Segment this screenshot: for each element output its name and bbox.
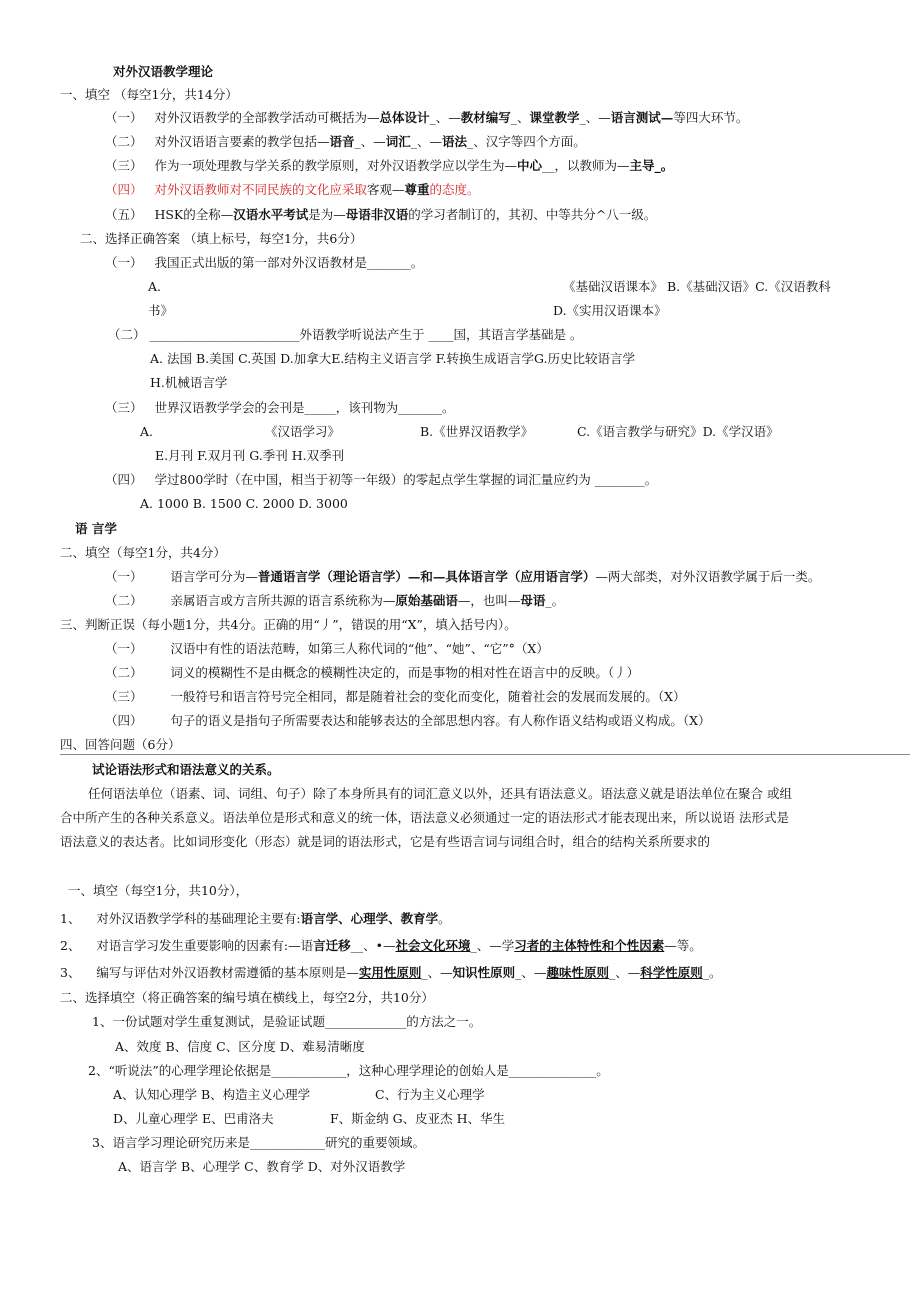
judge-item: （二） 词义的模糊性不是由概念的模糊性决定的，而是事物的相对性在语言中的反映。（丿） [105,665,640,680]
option-text: 《汉语学习》 [265,424,341,439]
question-line: （四） 学过800学时（在中国，相当于初等一年级）的零起点学生掌握的词汇量应约为 ________。 [105,472,658,487]
question-line: 3、 编写与评估对外汉语教材需遵循的基本原则是—实用性原则_、—知识性原则_、—趣味性原则_、—科学性原则_。 [60,965,722,980]
judge-heading: 三、判断正误（每小题1分，共4分。正确的用“丿”，错误的用“X”，填入括号内）。 [60,617,517,632]
question-line: 1、一份试题对学生重复测试，是验证试题_____________的方法之一。 [92,1014,482,1029]
choice-heading: 二、选择正确答案 （填上标号，每空1分，共6分） [80,231,363,246]
option-text: F、斯金纳 G、皮亚杰 H、华生 [330,1111,506,1126]
question-line: （一） 语言学可分为—普通语言学（理论语言学）—和—具体语言学（应用语言学）—两大部类，对外汉语教学属于后一类。 [105,569,821,584]
question-line: （一） 我国正式出版的第一部对外汉语教材是_______。 [105,255,424,270]
option-text: C.《语言教学与研究》D.《学汉语》 [577,424,779,439]
question-line: 3、语言学习理论研究历来是____________研究的重要领域。 [92,1135,425,1150]
essay-line: 合中所产生的各种关系意义。语法单位是形式和意义的统一体，语法意义必须通过一定的语法形式才能表现出来，所以说语 法形式是 [60,810,789,825]
section-title: 对外汉语教学理论 [113,64,214,79]
option-text: C、行为主义心理学 [375,1087,485,1102]
question-line: （三） 世界汉语教学学会的会刊是_____，该刊物为_______。 [105,400,455,415]
judge-item: （三） 一般符号和语言符号完全相同，都是随着社会的变化而变化，随着社会的发展而发展的。（X） [105,689,686,704]
question-line: （一） 对外汉语教学的全部教学活动可概括为—总体设计_、—教材编写_、课堂教学_、—语言测试—等四大环节。 [105,110,749,125]
choice-heading: 二、选择填空（将正确答案的编号填在横线上，每空2分，共10分） [60,990,434,1005]
question-line: 1、 对外汉语教学学科的基础理论主要有:语言学、心理学、教育学。 [60,911,451,926]
option-text: A. [148,279,162,294]
option-text: 《基础汉语课本》 B.《基础汉语》C.《汉语教科 [563,279,831,294]
question-line: （二） 亲属语言或方言所共源的语言系统称为—原始基础语—，也叫—母语_。 [105,593,565,608]
question-line: 2、“听说法”的心理学理论依据是____________，这种心理学理论的创始人是______________。 [88,1063,609,1078]
question-line: （二） 对外汉语语言要素的教学包括—语音_、—词汇_、—语法_、汉字等四个方面。 [105,134,586,149]
question-line: （三） 作为一项处理教与学关系的教学原则，对外汉语教学应以学生为—中心__，以教师为—主导_。 [105,158,674,173]
essay-line: 任何语法单位（语素、词、词组、句子）除了本身所具有的词汇意义以外，还具有语法意义。语法意义就是语法单位在聚合 或组 [88,786,792,801]
option-text: 书》 [148,303,174,318]
option-text: D、儿童心理学 E、巴甫洛夫 [113,1111,274,1126]
question-line: （四） 对外汉语教师对不同民族的文化应采取客观—尊重的态度。 [105,182,480,197]
judge-item: （一） 汉语中有性的语法范畴，如第三人称代词的“他”、“她”、“它”°（X） [105,641,549,656]
question-line: （五） HSK的全称—汉语水平考试是为—母语非汉语的学习者制订的，其初、中等共分^八一级。 [105,207,657,222]
option-text: A. 法国 B.美国 C.英国 D.加拿大E.结构主义语言学 F.转换生成语言学G.历史比较语言学 [150,351,635,366]
answer-heading: 四、回答问题（6分） [60,737,181,752]
judge-item: （四） 句子的语义是指句子所需要表达和能够表达的全部思想内容。有人称作语义结构或语义构成。（X） [105,713,711,728]
option-text: H.机械语言学 [150,375,228,390]
fill-heading: 一、填空 （每空1分，共14分） [60,87,238,102]
question-line: 2、 对语言学习发生重要影响的因素有:—语言迁移__、•—社会文化环境_、—学习者的主体特性和个性因素—等。 [60,938,702,953]
option-text: A、认知心理学 B、构造主义心理学 [113,1087,311,1102]
section-title: 语 言学 [75,521,117,536]
option-text: A. [140,424,154,439]
option-text: A. 1000 B. 1500 C. 2000 D. 3000 [140,496,348,511]
divider [60,754,910,755]
option-text: E.月刊 F.双月刊 G.季刊 H.双季刊 [155,448,345,463]
option-text: A、效度 B、信度 C、区分度 D、难易清晰度 [115,1039,365,1054]
essay-title: 试论语法形式和语法意义的关系。 [92,762,280,777]
fill-heading: 二、填空（每空1分，共4分） [60,545,226,560]
essay-line: 语法意义的表达者。比如词形变化（形态）就是词的语法形式，它是有些语言词与词组合时，组合的结构关系所要求的 [60,834,711,849]
fill-heading: 一、填空（每空1分，共10分）， [68,883,249,898]
question-line: （二） ________________________外语教学听说法产生于 ____国，其语言学基础是 。 [108,327,583,342]
option-text: D.《实用汉语课本》 [553,303,667,318]
option-text: A、语言学 B、心理学 C、教育学 D、对外汉语教学 [118,1159,406,1174]
option-text: B.《世界汉语教学》 [420,424,534,439]
